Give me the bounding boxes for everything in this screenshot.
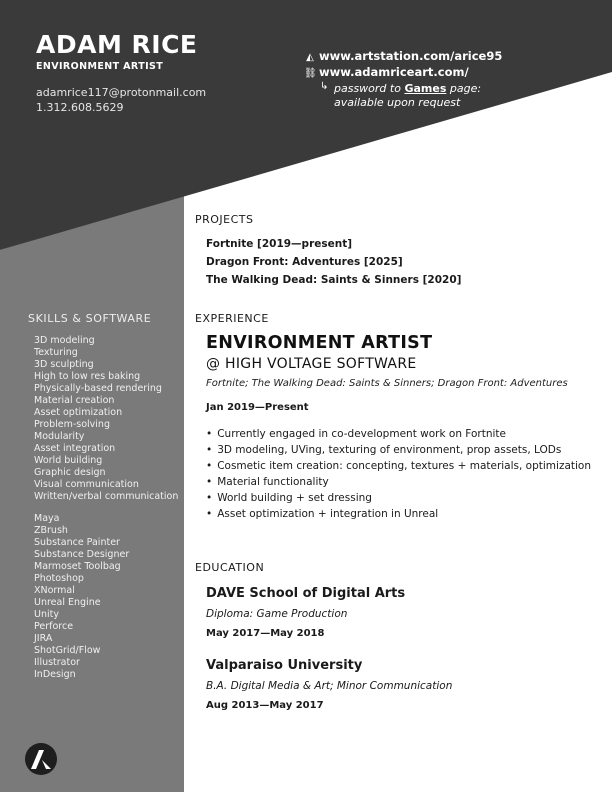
projects-list	[206, 235, 461, 289]
skill-item: High to low res baking	[34, 371, 141, 382]
skill-item: Asset optimization	[34, 407, 123, 418]
skills-list	[34, 335, 178, 503]
skill-item: 3D sculpting	[34, 359, 94, 370]
password-suffix: page:	[446, 82, 482, 95]
duty-item: • 3D modeling, UVing, texturing of environment, prop assets, LODs	[206, 442, 591, 458]
website-link[interactable]	[304, 64, 502, 80]
software-item: InDesign	[34, 669, 76, 680]
candidate-name: ADAM RICE	[36, 30, 198, 59]
software-item: Photoshop	[34, 573, 84, 584]
education-dates: Aug 2013—May 2017	[206, 700, 324, 711]
skill-item: Problem-solving	[34, 419, 110, 430]
duty-item: • World building + set dressing	[206, 490, 591, 506]
password-note	[320, 82, 481, 110]
duty-item: • Material functionality	[206, 474, 591, 490]
artstation-icon: ◭	[306, 52, 314, 63]
software-item: ZBrush	[34, 525, 68, 536]
duty-item: • Cosmetic item creation: concepting, textures + materials, optimization	[206, 458, 591, 474]
job-title: ENVIRONMENT ARTIST	[206, 333, 433, 353]
projects-heading: PROJECTS	[195, 213, 254, 226]
job-dates: Jan 2019—Present	[206, 402, 309, 413]
skill-item: 3D modeling	[34, 335, 95, 346]
skill-item: Physically-based rendering	[34, 383, 162, 394]
job-duties	[206, 426, 591, 522]
skill-item: Modularity	[34, 431, 85, 442]
experience-heading: EXPERIENCE	[195, 312, 269, 325]
skill-item: Texturing	[34, 347, 78, 358]
phone-number: 1.312.608.5629	[36, 101, 124, 114]
email-address[interactable]: adamrice117@protonmail.com	[36, 86, 207, 99]
degree: B.A. Digital Media & Art; Minor Communication	[206, 680, 453, 692]
personal-logo-icon	[24, 742, 58, 776]
software-item: Illustrator	[34, 657, 80, 668]
skills-heading: SKILLS & SOFTWARE	[28, 312, 152, 325]
project-item: Fortnite [2019—present]	[206, 238, 353, 250]
job-projects: Fortnite; The Walking Dead: Saints & Sinners; Dragon Front: Adventures	[206, 378, 568, 389]
education-dates: May 2017—May 2018	[206, 628, 325, 639]
website-url[interactable]: www.adamriceart.com/	[319, 65, 469, 79]
software-item: Substance Designer	[34, 549, 130, 560]
project-item: The Walking Dead: Saints & Sinners [2020]	[206, 274, 462, 286]
education-heading: EDUCATION	[195, 561, 265, 574]
software-item: Unreal Engine	[34, 597, 101, 608]
games-page-link[interactable]: Games	[404, 82, 447, 95]
software-item: Unity	[34, 609, 59, 620]
job-company: @ HIGH VOLTAGE SOFTWARE	[206, 356, 417, 372]
school-name: Valparaiso University	[206, 658, 363, 673]
software-item: ShotGrid/Flow	[34, 645, 101, 656]
project-item: Dragon Front: Adventures [2025]	[206, 256, 403, 268]
school-name: DAVE School of Digital Arts	[206, 586, 406, 601]
duty-item: • Currently engaged in co-development work on Fortnite	[206, 426, 591, 442]
contact-info	[36, 85, 206, 115]
software-item: XNormal	[34, 585, 75, 596]
artstation-link[interactable]	[304, 48, 502, 64]
skill-item: Asset integration	[34, 443, 116, 454]
software-list	[34, 513, 129, 681]
artstation-url[interactable]: www.artstation.com/arice95	[319, 49, 503, 63]
software-item: Marmoset Toolbag	[34, 561, 121, 572]
software-item: Perforce	[34, 621, 74, 632]
candidate-title: ENVIRONMENT ARTIST	[36, 61, 164, 72]
skill-item: Material creation	[34, 395, 115, 406]
skill-item: Graphic design	[34, 467, 106, 478]
software-item: JIRA	[34, 633, 53, 644]
skill-item: Visual communication	[34, 479, 139, 490]
password-prefix: password to	[334, 82, 405, 95]
link-icon: ⛓	[304, 68, 317, 79]
software-item: Maya	[34, 513, 60, 524]
return-arrow-icon: ↳	[320, 81, 329, 92]
duty-item: • Asset optimization + integration in Unreal	[206, 506, 591, 522]
portfolio-links	[304, 48, 502, 80]
password-availability: available upon request	[334, 96, 461, 109]
skill-item: World building	[34, 455, 103, 466]
degree: Diploma: Game Production	[206, 608, 348, 620]
software-item: Substance Painter	[34, 537, 120, 548]
skill-item: Written/verbal communication	[34, 491, 179, 502]
